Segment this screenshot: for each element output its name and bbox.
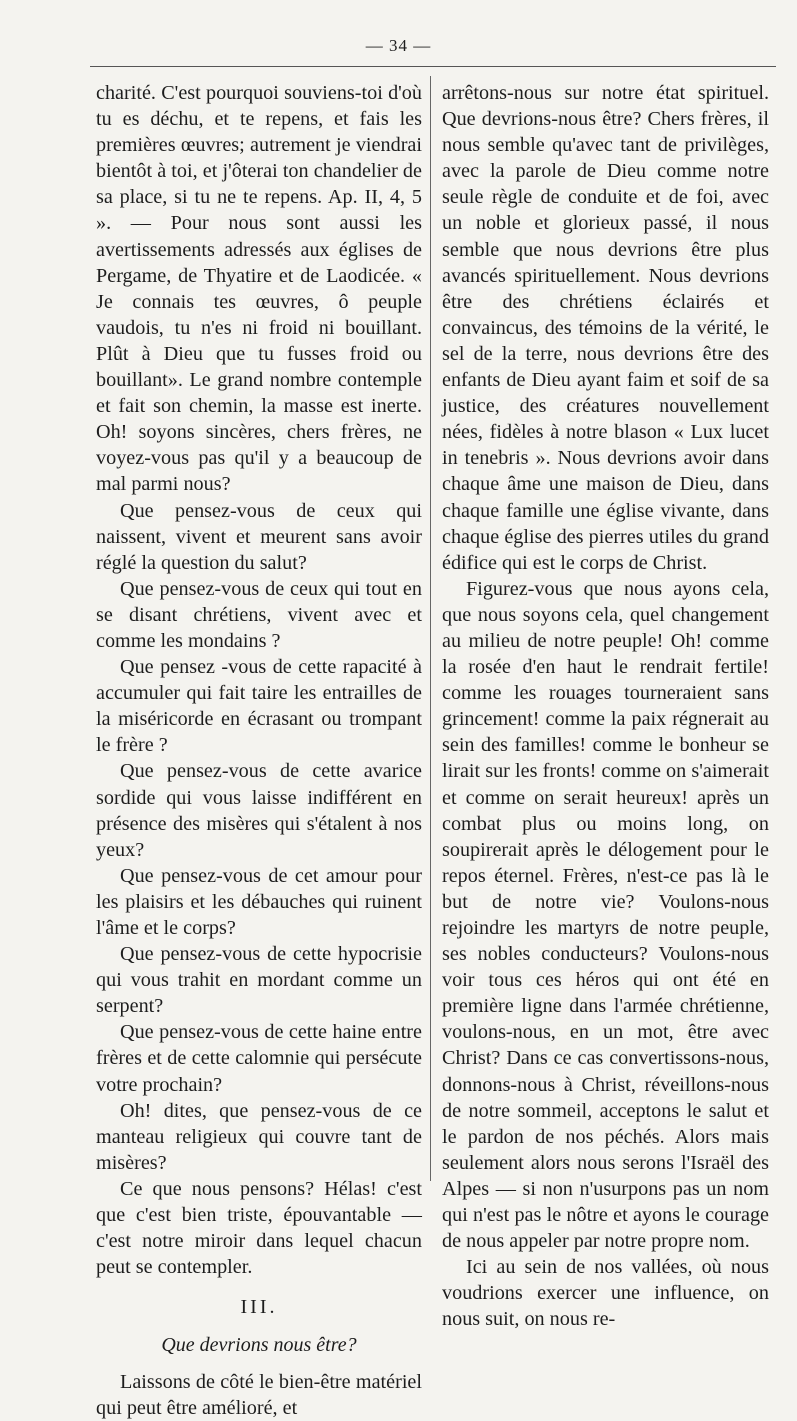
left-paragraph: Que pensez-vous de ceux qui naissent, vivent et meurent sans avoir réglé la question du salut? <box>96 499 422 574</box>
left-paragraph: Ce que nous pensons? Hélas! c'est que c'est bien triste, épouvantable — c'est notre miroir dans lequel chacun peut se contempler. <box>96 1177 422 1279</box>
left-paragraph: Oh! dites, que pensez-vous de ce manteau religieux qui couvre tant de misères? <box>96 1099 422 1174</box>
left-paragraph: Que pensez-vous de cet amour pour les plaisirs et les débauches qui ruinent l'âme et le corps? <box>96 864 422 939</box>
header-rule <box>90 66 776 67</box>
left-paragraph: Que pensez -vous de cette rapacité à accumuler qui fait taire les entrailles de la miséricorde en écrasant ou trompant le frère ? <box>96 656 422 757</box>
page-number: — 34 — <box>365 36 432 55</box>
right-paragraph: arrêtons-nous sur notre état spirituel. Que devrions-nous être? Chers frères, il nous semble qu'avec tant de privilèges, avec la parole de Dieu comme notre seule règle de conduite et de foi, avec un noble et glorieux passé, il nous semble que nous devrions être plus avancés spirituellement. Nous devrions être des chrétiens éclairés et convaincus, des témoins de la vérité, le sel de la terre, nous devrions être des enfants de Dieu ayant faim et soif de sa justice, des créatures nouvellement nées, fidèles à notre blason « Lux lucet in tenebris ». Nous devrions avoir dans chaque âme une maison de Dieu, dans chaque famille une église vivante, dans chaque église des pierres utiles du grand édifice qui est le corps de Christ. <box>442 82 769 574</box>
left-paragraph: Que pensez-vous de cette hypocrisie qui vous trahit en mordant comme un serpent? <box>96 943 422 1018</box>
left-paragraph: charité. C'est pourquoi souviens-toi d'où tu es déchu, et te repens, et fais les premières œuvres; autrement je viendrai bientôt à toi, et j'ôterai ton chandelier de sa place, si tu ne te repens. Ap. II, 4, 5 ». — Pour nous sont aussi les avertissements adressés aux églises de Pergame, de Thyatire et de Laodicée. « Je connais tes œuvres, ô peuple vaudois, tu n'es ni froid ni bouillant. Plût à Dieu que tu fusses froid ou bouillant». Le grand nombre contemple et fait son chemin, la masse est inerte. Oh! soyons sincères, chers frères, ne voyez-vous pas qu'il y a beaucoup de mal parmi nous? <box>96 82 422 496</box>
left-column <box>96 80 422 1421</box>
section-number: III. <box>240 1296 278 1319</box>
left-paragraph: Laissons de côté le bien-être matériel qui peut être amélioré, et <box>96 1370 422 1419</box>
left-paragraph: Que pensez-vous de cette avarice sordide qui vous laisse indifférent en présence des misères qui s'étalent à nos yeux? <box>96 760 422 861</box>
left-paragraph: Que pensez-vous de cette haine entre frères et de cette calomnie qui persécute votre prochain? <box>96 1021 422 1096</box>
section-title: Que devrions nous être? <box>161 1334 357 1357</box>
left-paragraph: Que pensez-vous de ceux qui tout en se disant chrétiens, vivent avec et comme les mondains ? <box>96 577 422 652</box>
right-paragraph: Figurez-vous que nous ayons cela, que nous soyons cela, quel changement au milieu de notre peuple! Oh! comme la rosée d'en haut le rendrait fertile! comme les rouages tourneraient sans grincement! comme la paix régnerait au sein des familles! comme le bonheur se lirait sur les fronts! comme on s'aimerait et comme on serait heureux! après un combat plus ou moins long, on soupirerait après le délogement pour le repos éternel. Frères, n'est-ce pas là le but de notre vie? Voulons-nous rejoindre les martyrs de notre peuple, ses nobles conducteurs? Voulons-nous voir tous ces héros qui ont été en première ligne dans l'armée chrétienne, voulons-nous, en un mot, être avec Christ? Dans ce cas convertissons-nous, donnons-nous à Christ, réveillons-nous de notre sommeil, acceptons le salut et le pardon de nos péchés. Alors mais seulement alors nous serons l'Israël des Alpes — si non n'usurpons pas un nom qui n'est pas le nôtre et ayons le courage de nous appeler par notre propre nom. <box>442 577 769 1253</box>
column-divider <box>430 76 431 1181</box>
right-column <box>442 80 769 1333</box>
right-paragraph: Ici au sein de nos vallées, où nous voudrions exercer une influence, on nous suit, on nous re- <box>442 1256 769 1331</box>
